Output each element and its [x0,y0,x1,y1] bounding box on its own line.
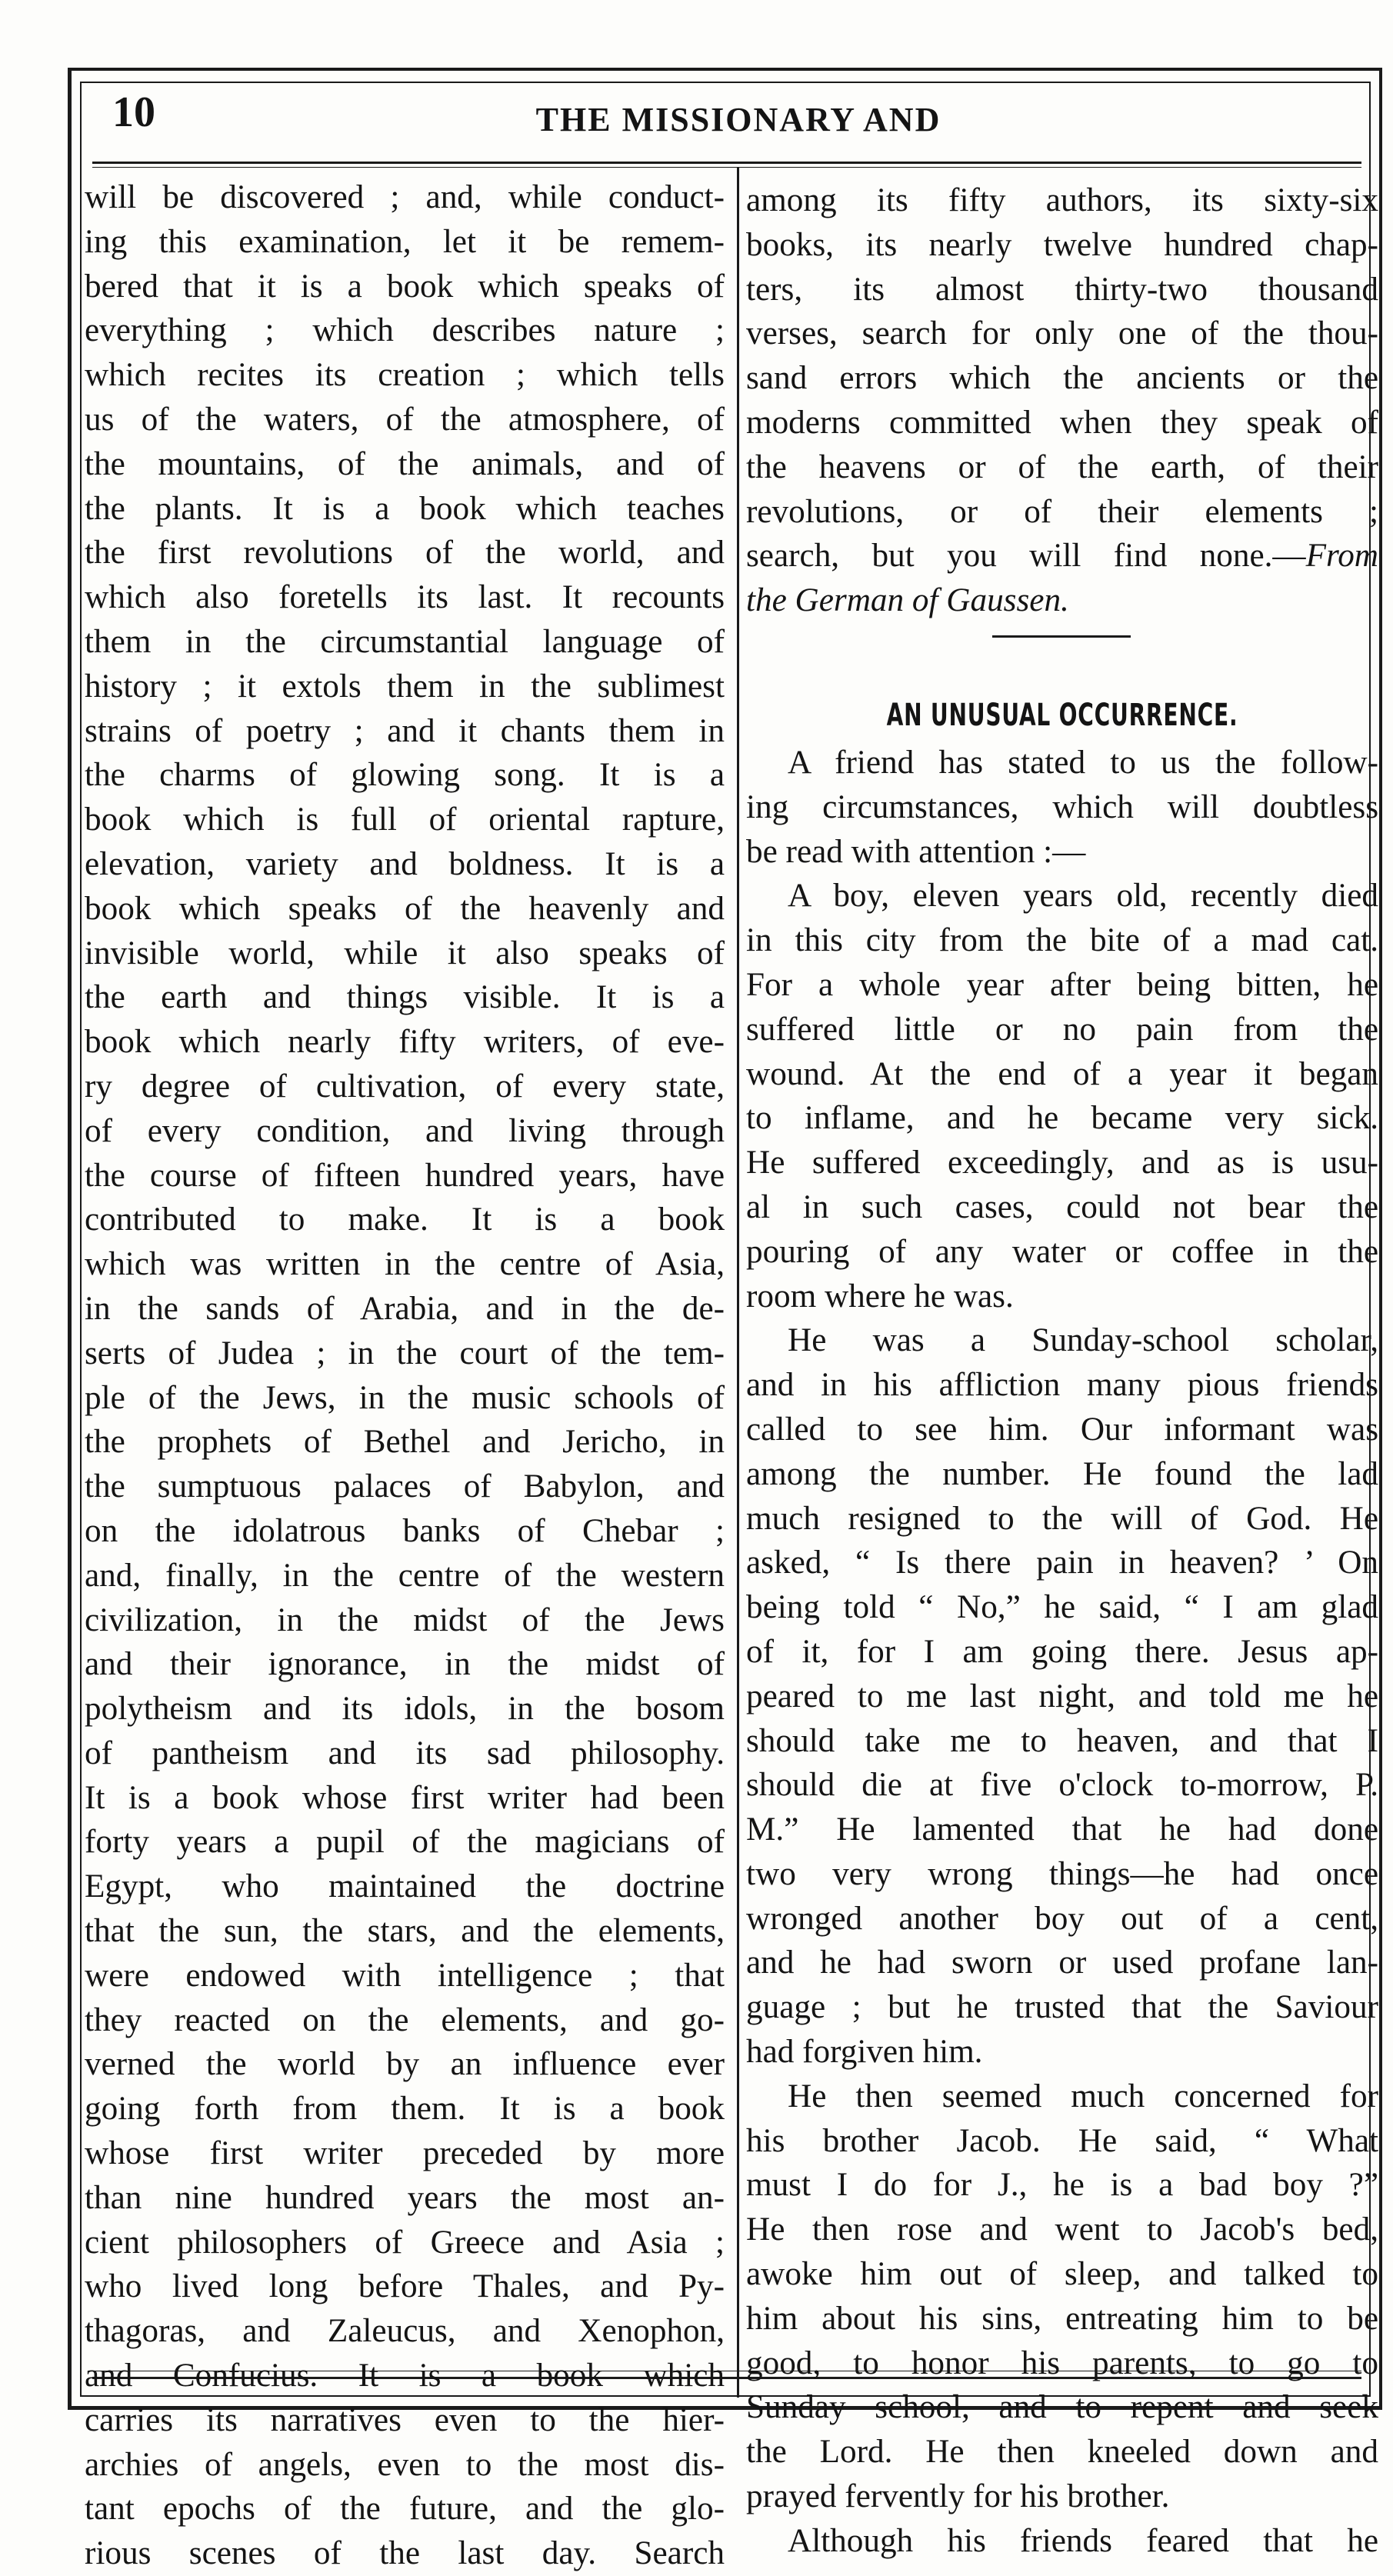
text-line: the mountains, of the animals, and of [85,445,725,482]
text-line: among the number. He found the lad [746,1455,1378,1492]
text-line: that the sun, the stars, and the elements, [85,1913,725,1950]
header-rule-thin [92,167,1361,168]
text-line: rious scenes of the last day. Search [85,2535,725,2572]
text-line: should take me to heaven, and that I [746,1722,1378,1759]
text-line: the prophets of Bethel and Jericho, in [85,1424,725,1461]
paragraph-first-line: A boy, eleven years old, recently died [788,878,1378,915]
text-line: elevation, variety and boldness. It is a [85,845,725,882]
text-line: and Confucius. It is a book which [85,2358,725,2394]
text-line: bered that it is a book which speaks of [85,268,725,305]
text-line: tant epochs of the future, and the glo- [85,2491,725,2528]
attribution-from: From [1305,538,1378,575]
text-line: the plants. It is a book which teaches [85,490,725,527]
text-line: ing circumstances, which will doubtless [746,788,1378,825]
text-line: ry degree of cultivation, of every state, [85,1068,725,1105]
text-line: book which nearly fifty writers, of eve- [85,1024,725,1061]
text-line: strains of poetry ; and it chants them in [85,712,725,749]
right-column [746,178,1378,2564]
attribution-lead: search, but you will find none.— [746,538,1306,575]
text-line: and he had sworn or used profane lan- [746,1944,1378,1981]
text-line: which also foretells its last. It recounts [85,579,725,616]
text-line: guage ; but he trusted that the Saviour [746,1989,1378,2026]
column-divider [737,167,739,2398]
paragraph-first-line: He was a Sunday-school scholar, [788,1322,1378,1359]
article-body [746,741,1378,2564]
text-line: his brother Jacob. He said, “ What [746,2122,1378,2159]
text-line: wound. At the end of a year it began [746,1055,1378,1092]
text-line: which recites its creation ; which tells [85,357,725,394]
paragraph-first-line: A friend has stated to us the follow- [788,744,1378,781]
text-line: going forth from them. It is a book [85,2091,725,2128]
page-number: 10 [112,88,155,136]
text-line: thagoras, and Zaleucus, and Xenophon, [85,2313,725,2350]
article-continuation [746,178,1378,534]
text-line: contributed to make. It is a book [85,1201,725,1238]
text-line: books, its nearly twelve hundred chap- [746,226,1378,263]
text-line: must I do for J., he is a bad boy ?” [746,2167,1378,2204]
text-line: serts of Judea ; in the court of the tem- [85,1335,725,1371]
text-line: room where he was. [746,1278,1014,1315]
text-line: al in such cases, could not bear the [746,1188,1378,1225]
text-line: the earth and things visible. It is a [85,979,725,1016]
text-line: had forgiven him. [746,2034,983,2071]
text-line: suffered little or no pain from the [746,1011,1378,1048]
text-line: awoke him out of sleep, and talked to [746,2256,1378,2293]
text-line: civilization, in the midst of the Jews [85,1601,725,1638]
text-line: two very wrong things—he had once [746,1855,1378,1892]
text-line: sand errors which the ancients or the [746,360,1378,397]
text-line: asked, “ Is there pain in heaven? ’ On [746,1545,1378,1581]
text-line: who lived long before Thales, and Py- [85,2268,725,2305]
text-line: polytheism and its idols, in the bosom [85,1691,725,1728]
text-line: prayed fervently for his brother. [746,2478,1170,2515]
text-line: cient philosophers of Greece and Asia ; [85,2224,725,2261]
text-line: the Lord. He then kneeled down and [746,2434,1378,2471]
text-line: in the sands of Arabia, and in the de- [85,1290,725,1327]
text-line: should die at five o'clock to-morrow, P. [746,1767,1378,1804]
text-line: Egypt, who maintained the doctrine [85,1868,725,1905]
text-line: him about his sins, entreating him to be [746,2300,1378,2337]
text-line: forty years a pupil of the magicians of [85,1824,725,1861]
text-line: whose first writer preceded by more [85,2135,725,2172]
text-line: them in the circumstantial language of [85,623,725,660]
text-line: of it, for I am going there. Jesus ap- [746,1633,1378,1670]
text-line: ple of the Jews, in the music schools of [85,1379,725,1416]
attribution-source: the German of Gaussen. [746,582,1069,619]
text-line: much resigned to the will of God. He [746,1500,1378,1537]
text-line: will be discovered ; and, while conduct- [85,179,725,215]
running-head: THE MISSIONARY AND [535,101,941,138]
text-line: the course of fifteen hundred years, have [85,1157,725,1194]
text-line: book which speaks of the heavenly and [85,890,725,927]
text-line: to inflame, and he became very sick. [746,1100,1378,1137]
text-line: everything ; which describes nature ; [85,312,725,349]
left-column [85,175,725,2576]
text-line: peared to me last night, and told me he [746,1678,1378,1715]
text-line: verned the world by an influence ever [85,2046,725,2083]
text-line: they reacted on the elements, and go- [85,2001,725,2038]
text-line: moderns committed when they speak of [746,404,1378,441]
text-line: wronged another boy out of a cent, [746,1900,1378,1937]
text-line: Sunday school, and to repent and seek [746,2389,1378,2426]
text-line: on the idolatrous banks of Chebar ; [85,1512,725,1549]
text-line: It is a book whose first writer had been [85,1779,725,1816]
text-line: verses, search for only one of the thou- [746,315,1378,352]
text-line: than nine hundred years the most an- [85,2179,725,2216]
text-line: good, to honor his parents, to go to [746,2344,1378,2381]
text-line: archies of angels, even to the most dis- [85,2446,725,2483]
text-line: ters, its almost thirty-two thousand [746,271,1378,308]
text-line: being told “ No,” he said, “ I am glad [746,1589,1378,1626]
section-heading: AN UNUSUAL OCCURRENCE. [886,697,1238,733]
text-line: were endowed with intelligence ; that [85,1957,725,1994]
text-line: He then rose and went to Jacob's bed, [746,2211,1378,2248]
text-line: which was written in the centre of Asia, [85,1246,725,1283]
text-line: For a whole year after being bitten, he [746,966,1378,1003]
text-line: and their ignorance, in the midst of [85,1646,725,1683]
text-line: M.” He lamented that he had done [746,1811,1378,1848]
text-line: the first revolutions of the world, and [85,535,725,572]
section-divider-rule [992,635,1131,638]
text-line: invisible world, while it also speaks of [85,935,725,971]
text-line: in this city from the bite of a mad cat. [746,922,1378,959]
text-line: us of the waters, of the atmosphere, of [85,401,725,438]
text-line: book which is full of oriental rapture, [85,801,725,838]
header-rule [92,162,1361,164]
paragraph-first-line: Although his friends feared that he [788,2522,1378,2559]
text-line: of pantheism and its sad philosophy. [85,1735,725,1771]
text-line: ing this examination, let it be remem- [85,223,725,260]
text-line: the heavens or of the earth, of their [746,448,1378,485]
text-line: and, finally, in the centre of the western [85,1557,725,1594]
text-line: be read with attention :— [746,833,1086,870]
paragraph-first-line: He then seemed much concerned for [788,2078,1378,2114]
text-line: of every condition, and living through [85,1112,725,1149]
attribution-line [746,534,1378,578]
text-line: He suffered exceedingly, and as is usu- [746,1145,1378,1181]
text-line: history ; it extols them in the sublimest [85,668,725,705]
text-line: the charms of glowing song. It is a [85,757,725,794]
text-line: carries its narratives even to the hier- [85,2401,725,2438]
text-line: and in his affliction many pious friends [746,1367,1378,1404]
text-line: called to see him. Our informant was [746,1411,1378,1448]
text-line: pouring of any water or coffee in the [746,1233,1378,1270]
text-line: the sumptuous palaces of Babylon, and [85,1468,725,1505]
text-line: revolutions, or of their elements ; [746,493,1378,530]
text-line: among its fifty authors, its sixty-six [746,182,1378,218]
